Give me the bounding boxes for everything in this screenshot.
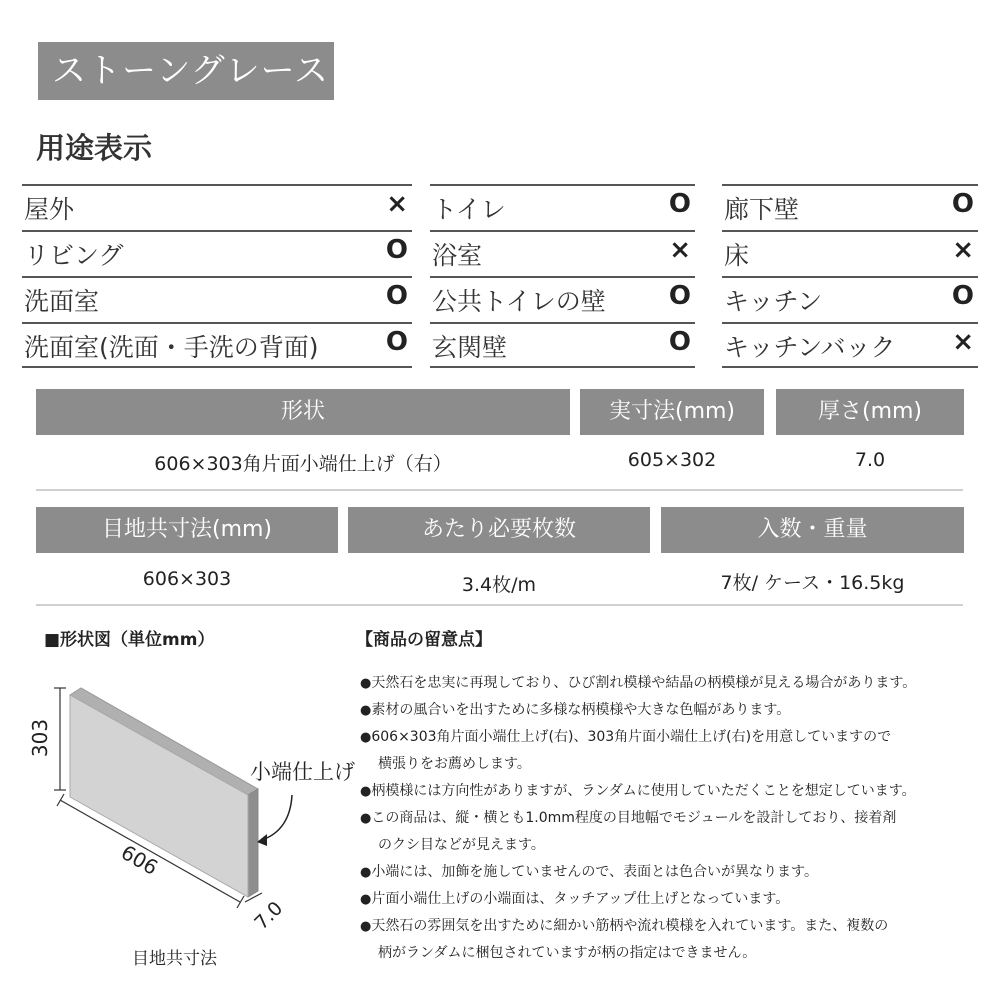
spec-header-thickness: 厚さ(mm): [776, 389, 964, 435]
usage-label: 浴室: [432, 241, 483, 270]
usage-mark: O: [951, 189, 974, 219]
spec-header-quantity-weight: 入数・重量: [661, 507, 964, 553]
spec-header-actual-size: 実寸法(mm): [580, 389, 764, 435]
spec-value-thickness: 7.0: [854, 449, 886, 471]
diagram-title: ■形状図（単位mm）: [44, 630, 215, 650]
note-item-continuation: のクシ目などが見えます。: [378, 837, 545, 853]
usage-mark: ×: [386, 189, 408, 219]
spec-value-quantity-weight: 7枚/ ケース・16.5kg: [720, 572, 905, 594]
note-item: ●この商品は、縦・横とも1.0mm程度の目地幅でモジュールを設計しており、接着剤: [360, 810, 897, 826]
note-item-continuation: 横張りをお薦めします。: [378, 756, 531, 772]
note-item: ●天然石を忠実に再現しており、ひび割れ模様や結晶の柄模様が見える場合があります。: [360, 675, 917, 691]
note-item: ●片面小端仕上げの小端面は、タッチアップ仕上げとなっています。: [360, 891, 790, 907]
note-item: ●素材の風合いを出すために多様な柄模様や大きな色幅があります。: [360, 702, 791, 718]
notes-title: 【商品の留意点】: [356, 630, 492, 650]
tile-side-edge: [248, 789, 258, 897]
spec-value-required-pieces: 3.4枚/m: [461, 574, 537, 596]
usage-label: リビング: [24, 241, 124, 270]
usage-label: 洗面室(洗面・手洗の背面): [24, 333, 319, 362]
usage-label: 洗面室: [24, 287, 100, 316]
note-item: ●小端には、加飾を施していませんので、表面とは色合いが異なります。: [360, 864, 818, 880]
dim-thickness-label: 7.0: [250, 897, 288, 935]
note-item: ●柄模様には方向性がありますが、ランダムに使用していただくことを想定しています。: [360, 783, 916, 799]
spec-header-required-pieces: あたり必要枚数: [348, 507, 650, 553]
usage-label: 玄関壁: [432, 333, 508, 362]
spec-value-shape: 606×303角片面小端仕上げ（右）: [154, 453, 452, 475]
spec-header-shape: 形状: [36, 389, 570, 435]
spec-value-actual-size: 605×302: [627, 449, 717, 471]
usage-mark: O: [668, 189, 691, 219]
edge-arrow: [262, 795, 292, 840]
usage-mark: O: [385, 235, 408, 265]
usage-label: キッチンバック: [724, 333, 896, 362]
usage-mark: ×: [669, 235, 691, 265]
product-title: ストーングレース: [38, 42, 334, 100]
usage-label: 屋外: [24, 195, 75, 224]
tile-front-face: [70, 695, 248, 897]
spec-header-joint-size: 目地共寸法(mm): [36, 507, 338, 553]
diagram-caption: 目地共寸法: [132, 949, 217, 969]
usage-mark: O: [385, 327, 408, 357]
usage-label: 廊下壁: [724, 195, 800, 224]
usage-label: 床: [724, 241, 750, 270]
edge-label: 小端仕上げ: [250, 760, 355, 784]
dim-width-label: 606: [116, 839, 163, 880]
note-item: ●606×303角片面小端仕上げ(右)、303角片面小端仕上げ(右)を用意していますので: [360, 729, 892, 745]
usage-label: キッチン: [724, 287, 823, 316]
usage-mark: ×: [952, 327, 974, 357]
note-item-continuation: 柄がランダムに梱包されていますが柄の指定はできません。: [378, 945, 757, 961]
usage-mark: ×: [952, 235, 974, 265]
dim-height-label: 303: [28, 718, 52, 758]
spec-value-joint-size: 606×303: [142, 568, 232, 590]
usage-heading: 用途表示: [36, 131, 153, 165]
notes-list: [360, 670, 996, 967]
usage-mark: O: [951, 281, 974, 311]
usage-mark: O: [385, 281, 408, 311]
usage-label: 公共トイレの壁: [432, 287, 606, 316]
usage-mark: O: [668, 281, 691, 311]
usage-label: トイレ: [432, 195, 506, 224]
note-item: ●天然石の雰囲気を出すために細かい筋柄や流れ模様を入れています。また、複数の: [360, 918, 889, 934]
usage-mark: O: [668, 327, 691, 357]
